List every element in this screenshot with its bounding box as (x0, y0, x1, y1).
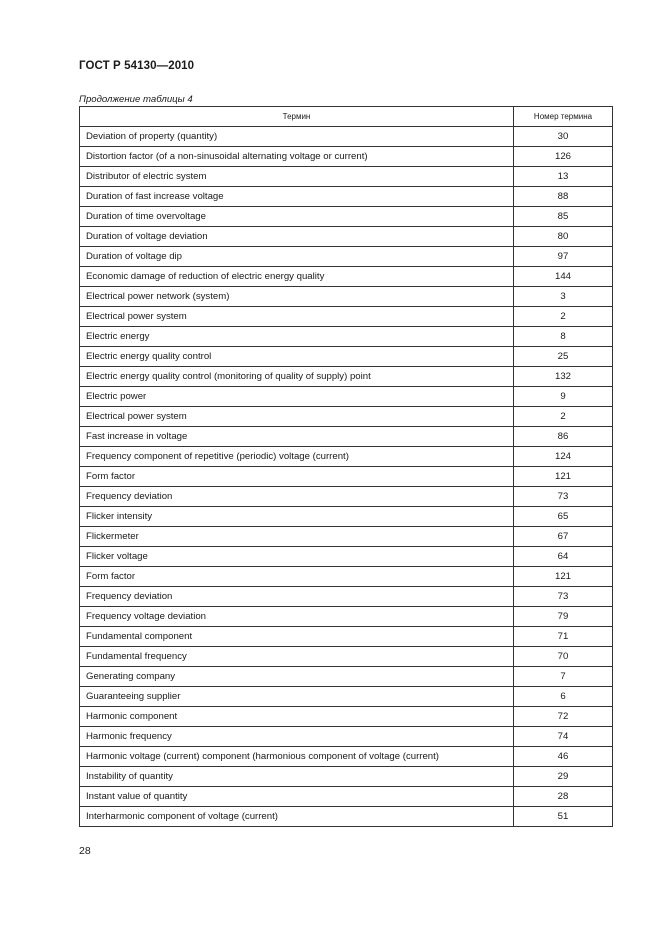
term-cell: Interharmonic component of voltage (current) (80, 807, 514, 827)
table-row (80, 327, 613, 347)
term-cell: Electric energy quality control (80, 347, 514, 367)
term-number-cell: 97 (514, 247, 613, 267)
terms-table (79, 106, 613, 827)
table-row (80, 747, 613, 767)
term-cell: Electric energy quality control (monitoring of quality of supply) point (80, 367, 514, 387)
term-number-cell: 13 (514, 167, 613, 187)
term-number-cell: 30 (514, 127, 613, 147)
term-number-cell: 9 (514, 387, 613, 407)
term-number-cell: 144 (514, 267, 613, 287)
term-number-cell: 2 (514, 407, 613, 427)
table-body (80, 127, 613, 827)
term-cell: Flickermeter (80, 527, 514, 547)
column-header-number: Номер термина (514, 107, 613, 127)
term-number-cell: 25 (514, 347, 613, 367)
term-cell: Economic damage of reduction of electric energy quality (80, 267, 514, 287)
term-number-cell: 74 (514, 727, 613, 747)
term-cell: Electrical power system (80, 307, 514, 327)
table-row (80, 467, 613, 487)
term-cell: Deviation of property (quantity) (80, 127, 514, 147)
table-row (80, 567, 613, 587)
table-row (80, 767, 613, 787)
term-cell: Duration of voltage dip (80, 247, 514, 267)
table-row (80, 627, 613, 647)
table-row (80, 187, 613, 207)
term-cell: Instability of quantity (80, 767, 514, 787)
term-number-cell: 64 (514, 547, 613, 567)
term-number-cell: 121 (514, 467, 613, 487)
term-cell: Electric energy (80, 327, 514, 347)
term-number-cell: 79 (514, 607, 613, 627)
term-cell: Fundamental component (80, 627, 514, 647)
term-number-cell: 85 (514, 207, 613, 227)
table-row (80, 167, 613, 187)
table-row (80, 127, 613, 147)
term-cell: Frequency deviation (80, 587, 514, 607)
page-number: 28 (79, 845, 91, 857)
term-cell: Distributor of electric system (80, 167, 514, 187)
term-cell: Guaranteeing supplier (80, 687, 514, 707)
table-row (80, 147, 613, 167)
table-row (80, 807, 613, 827)
table-row (80, 487, 613, 507)
term-number-cell: 126 (514, 147, 613, 167)
table-row (80, 507, 613, 527)
table-row (80, 787, 613, 807)
term-number-cell: 28 (514, 787, 613, 807)
term-cell: Harmonic voltage (current) component (harmonious component of voltage (current) (80, 747, 514, 767)
table-row (80, 447, 613, 467)
term-cell: Electric power (80, 387, 514, 407)
table-row (80, 347, 613, 367)
term-number-cell: 86 (514, 427, 613, 447)
term-number-cell: 2 (514, 307, 613, 327)
term-cell: Frequency component of repetitive (periodic) voltage (current) (80, 447, 514, 467)
table-row (80, 607, 613, 627)
term-cell: Harmonic component (80, 707, 514, 727)
table-header-row (80, 107, 613, 127)
term-cell: Electrical power system (80, 407, 514, 427)
table-row (80, 207, 613, 227)
term-cell: Flicker intensity (80, 507, 514, 527)
table-row (80, 707, 613, 727)
table-row (80, 247, 613, 267)
term-number-cell: 46 (514, 747, 613, 767)
table-row (80, 367, 613, 387)
table-row (80, 727, 613, 747)
term-cell: Duration of time overvoltage (80, 207, 514, 227)
table-row (80, 307, 613, 327)
table-row (80, 407, 613, 427)
column-header-term: Термин (80, 107, 514, 127)
table-row (80, 387, 613, 407)
term-number-cell: 3 (514, 287, 613, 307)
term-number-cell: 6 (514, 687, 613, 707)
term-number-cell: 65 (514, 507, 613, 527)
term-cell: Electrical power network (system) (80, 287, 514, 307)
table-row (80, 527, 613, 547)
term-number-cell: 8 (514, 327, 613, 347)
table-caption: Продолжение таблицы 4 (79, 94, 193, 105)
term-number-cell: 80 (514, 227, 613, 247)
term-number-cell: 29 (514, 767, 613, 787)
table-row (80, 647, 613, 667)
term-cell: Fundamental frequency (80, 647, 514, 667)
term-number-cell: 67 (514, 527, 613, 547)
term-number-cell: 73 (514, 487, 613, 507)
table-row (80, 547, 613, 567)
term-number-cell: 71 (514, 627, 613, 647)
term-number-cell: 121 (514, 567, 613, 587)
term-number-cell: 70 (514, 647, 613, 667)
term-number-cell: 7 (514, 667, 613, 687)
term-cell: Instant value of quantity (80, 787, 514, 807)
term-cell: Flicker voltage (80, 547, 514, 567)
term-number-cell: 73 (514, 587, 613, 607)
term-cell: Fast increase in voltage (80, 427, 514, 447)
table-row (80, 227, 613, 247)
term-cell: Duration of voltage deviation (80, 227, 514, 247)
table-row (80, 427, 613, 447)
term-cell: Harmonic frequency (80, 727, 514, 747)
table-row (80, 267, 613, 287)
table-row (80, 667, 613, 687)
table-row (80, 287, 613, 307)
term-cell: Form factor (80, 467, 514, 487)
table-row (80, 687, 613, 707)
term-cell: Distortion factor (of a non-sinusoidal alternating voltage or current) (80, 147, 514, 167)
term-number-cell: 51 (514, 807, 613, 827)
term-cell: Frequency deviation (80, 487, 514, 507)
term-number-cell: 88 (514, 187, 613, 207)
term-cell: Form factor (80, 567, 514, 587)
term-cell: Generating company (80, 667, 514, 687)
term-number-cell: 132 (514, 367, 613, 387)
term-cell: Frequency voltage deviation (80, 607, 514, 627)
document-header: ГОСТ Р 54130—2010 (79, 60, 195, 72)
term-number-cell: 72 (514, 707, 613, 727)
term-number-cell: 124 (514, 447, 613, 467)
term-cell: Duration of fast increase voltage (80, 187, 514, 207)
table-row (80, 587, 613, 607)
